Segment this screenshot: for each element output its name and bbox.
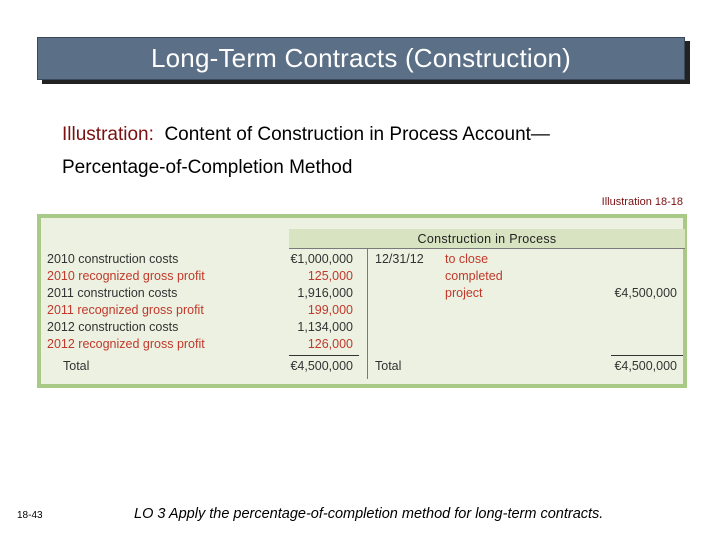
debit-amount-2: 125,000: [307, 269, 353, 283]
t-account-panel: [37, 214, 687, 388]
debit-label-1: 2010 construction costs: [47, 252, 179, 266]
debit-label-3: 2011 construction costs: [47, 286, 178, 300]
credit-desc-1: to close: [445, 252, 489, 266]
credit-date: 12/31/12: [375, 252, 424, 266]
t-account: [41, 218, 683, 384]
credit-desc-2: completed: [445, 269, 503, 283]
debit-amount-4: 199,000: [307, 303, 353, 317]
debit-amount-3: 1,916,000: [297, 286, 353, 300]
credit-total: €4,500,000: [614, 359, 677, 373]
credit-subtotal-rule: [611, 355, 683, 356]
debit-label-4: 2011 recognized gross profit: [47, 303, 204, 317]
debit-amount-5: 1,134,000: [297, 320, 353, 334]
subtitle-lead: Illustration:: [62, 124, 154, 145]
learning-objective: LO 3 Apply the percentage-of-completion method for long-term contracts.: [134, 506, 604, 522]
illustration-label: Illustration 18-18: [601, 196, 683, 208]
debit-label-6: 2012 recognized gross profit: [47, 337, 205, 351]
t-account-horizontal-rule: [289, 248, 685, 249]
title-banner: [37, 37, 685, 80]
debit-subtotal-rule: [289, 355, 359, 356]
t-account-vertical-rule: [367, 249, 368, 379]
debit-label-2: 2010 recognized gross profit: [47, 269, 205, 283]
debit-amount-6: 126,000: [307, 337, 353, 351]
subtitle-line1: Content of Construction in Process Account—: [164, 124, 550, 145]
subtitle-line2: Percentage-of-Completion Method: [62, 157, 353, 178]
account-title: Construction in Process: [289, 229, 685, 249]
debit-label-5: 2012 construction costs: [47, 320, 179, 334]
credit-amount: €4,500,000: [614, 286, 677, 300]
subtitle: [62, 118, 682, 184]
slide-number: 18-43: [17, 510, 43, 521]
credit-desc-3: project: [445, 286, 483, 300]
slide-title: Long-Term Contracts (Construction): [150, 43, 572, 73]
credit-total-label: Total: [375, 359, 402, 373]
debit-amount-1: €1,000,000: [290, 252, 353, 266]
debit-total-label: Total: [63, 359, 90, 373]
debit-total: €4,500,000: [290, 359, 353, 373]
